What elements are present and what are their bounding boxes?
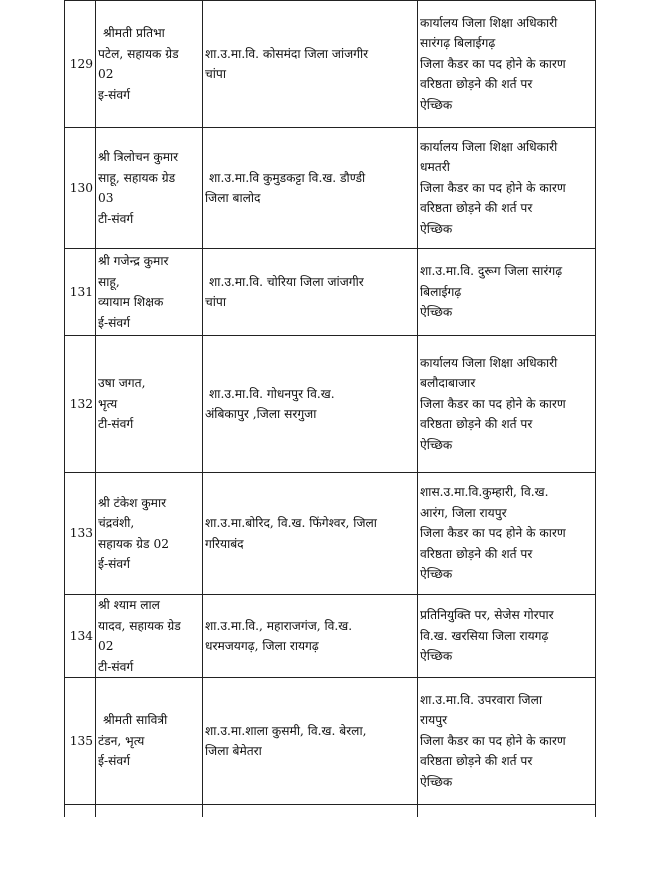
- new-posting-line: जिला कैडर का पद होने के कारण: [420, 733, 566, 748]
- current-posting-line: शा.उ.मा.वि. चोरिया जिला जांजगीर: [209, 274, 364, 289]
- table-row: [65, 249, 596, 336]
- name-line: श्रीमती प्रतिभा: [103, 26, 165, 40]
- employee-name-cell: [96, 336, 203, 473]
- serial-number: 131: [65, 249, 96, 336]
- employee-name-cell: [96, 678, 203, 805]
- table-row: [65, 336, 596, 473]
- current-posting-line: चांपा: [205, 295, 226, 309]
- new-posting-line: ऐच्छिक: [420, 305, 453, 320]
- new-posting-line: कार्यालय जिला शिक्षा अधिकारी: [420, 15, 558, 30]
- new-posting-line: वरिष्ठता छोड़ने की शर्त पर: [420, 546, 533, 561]
- table-row: [65, 678, 596, 805]
- current-posting-line: शा.उ.मा.बोरिद, वि.ख. फिंगेश्वर, जिला: [205, 516, 377, 530]
- name-line: टी-संवर्ग: [98, 417, 134, 432]
- current-posting-cell: [203, 678, 418, 805]
- new-posting-line: जिला कैडर का पद होने के कारण: [420, 396, 566, 411]
- serial-number: 134: [65, 595, 96, 678]
- new-posting-line: जिला कैडर का पद होने के कारण: [420, 526, 566, 541]
- serial-number: 129: [65, 1, 96, 128]
- new-posting-line: ऐच्छिक: [420, 437, 453, 452]
- new-posting-cell: [418, 678, 596, 805]
- name-line: व्यायाम शिक्षक: [98, 295, 164, 309]
- new-posting-line: ऐच्छिक: [420, 567, 453, 582]
- empty-cell: [203, 805, 418, 818]
- serial-number: 135: [65, 678, 96, 805]
- name-line: श्रीमती सावित्री: [103, 713, 168, 728]
- employee-name-cell: [96, 128, 203, 249]
- new-posting-cell: [418, 336, 596, 473]
- serial-number: 132: [65, 336, 96, 473]
- name-line: साहू, सहायक ग्रेड: [98, 170, 176, 185]
- name-line: उषा जगत,: [98, 376, 146, 391]
- serial-number: 133: [65, 473, 96, 595]
- new-posting-cell: [418, 249, 596, 336]
- name-line: चंद्रवंशी,: [98, 516, 135, 530]
- name-line: यादव, सहायक ग्रेड: [98, 618, 181, 633]
- current-posting-line: शा.उ.मा.वि., महाराजगंज, वि.ख.: [205, 618, 353, 633]
- current-posting-line: धरमजयगढ़, जिला रायगढ़: [205, 639, 319, 653]
- name-line: टी-संवर्ग: [98, 211, 134, 226]
- table-row-partial: [65, 805, 596, 818]
- employee-name-cell: [96, 249, 203, 336]
- current-posting-line: गरियाबंद: [205, 536, 244, 551]
- new-posting-line: कार्यालय जिला शिक्षा अधिकारी: [420, 355, 558, 370]
- empty-cell: [65, 805, 96, 818]
- new-posting-line: प्रतिनियुक्ति पर, सेजेस गोरपार: [420, 608, 554, 623]
- new-posting-line: आरंग, जिला रायपुर: [420, 505, 507, 520]
- new-posting-line: शा.उ.मा.वि. उपरवारा जिला: [420, 692, 543, 707]
- new-posting-line: कार्यालय जिला शिक्षा अधिकारी: [420, 139, 558, 154]
- current-posting-line: शा.उ.मा.वि कुमुडकट्टा वि.ख. डौण्डी: [209, 170, 366, 185]
- current-posting-line: शा.उ.मा.वि. कोसमंदा जिला जांजगीर: [205, 46, 369, 61]
- new-posting-cell: [418, 128, 596, 249]
- name-line: भृत्य: [98, 396, 118, 411]
- current-posting-cell: [203, 1, 418, 128]
- new-posting-line: जिला कैडर का पद होने के कारण: [420, 56, 566, 71]
- current-posting-cell: [203, 473, 418, 595]
- new-posting-line: बलौदाबाजार: [420, 376, 476, 391]
- current-posting-line: अंबिकापुर ,जिला सरगुजा: [205, 407, 317, 421]
- name-line: साहू,: [98, 274, 120, 289]
- name-line: 02: [98, 639, 114, 653]
- name-line: सहायक ग्रेड 02: [98, 536, 169, 551]
- new-posting-line: ऐच्छिक: [420, 221, 453, 236]
- empty-cell: [96, 805, 203, 818]
- new-posting-cell: [418, 473, 596, 595]
- transfer-table: [64, 0, 596, 817]
- new-posting-line: ऐच्छिक: [420, 97, 453, 112]
- table-row: [65, 1, 596, 128]
- current-posting-line: जिला बालोद: [205, 191, 261, 205]
- current-posting-cell: [203, 595, 418, 678]
- current-posting-cell: [203, 336, 418, 473]
- current-posting-line: शा.उ.मा.शाला कुसमी, वि.ख. बेरला,: [205, 723, 367, 738]
- name-line: ई-संवर्ग: [98, 557, 130, 571]
- new-posting-line: वि.ख. खरसिया जिला रायगढ़: [420, 628, 549, 643]
- name-line: टी-संवर्ग: [98, 659, 134, 674]
- new-posting-line: वरिष्ठता छोड़ने की शर्त पर: [420, 417, 533, 432]
- name-line: श्री त्रिलोचन कुमार: [98, 150, 179, 164]
- table-row: [65, 128, 596, 249]
- new-posting-line: बिलाईगढ़: [420, 284, 462, 299]
- name-line: श्री टंकेश कुमार: [98, 495, 167, 510]
- current-posting-line: जिला बेमेतरा: [205, 744, 262, 758]
- current-posting-cell: [203, 249, 418, 336]
- name-line: ई-संवर्ग: [98, 315, 130, 330]
- name-line: 03: [98, 191, 114, 205]
- name-line: 02: [98, 67, 114, 81]
- new-posting-line: शास.उ.मा.वि.कुम्हारी, वि.ख.: [420, 485, 549, 500]
- new-posting-line: ऐच्छिक: [420, 774, 453, 789]
- current-posting-line: शा.उ.मा.वि. गोधनपुर वि.ख.: [209, 386, 335, 401]
- current-posting-cell: [203, 128, 418, 249]
- serial-number: 130: [65, 128, 96, 249]
- new-posting-line: जिला कैडर का पद होने के कारण: [420, 180, 566, 195]
- name-line: इ-संवर्ग: [98, 87, 130, 102]
- new-posting-line: शा.उ.मा.वि. दुरूग जिला सारंगढ़: [420, 264, 563, 279]
- table-row: [65, 473, 596, 595]
- name-line: टंडन, भृत्य: [98, 733, 145, 748]
- new-posting-line: वरिष्ठता छोड़ने की शर्त पर: [420, 201, 533, 216]
- name-line: श्री गजेन्द्र कुमार: [98, 254, 169, 268]
- new-posting-line: रायपुर: [420, 713, 448, 728]
- new-posting-line: वरिष्ठता छोड़ने की शर्त पर: [420, 754, 533, 769]
- name-line: श्री श्याम लाल: [98, 598, 160, 612]
- table-body: [65, 1, 596, 818]
- new-posting-cell: [418, 1, 596, 128]
- employee-name-cell: [96, 595, 203, 678]
- name-line: ई-संवर्ग: [98, 754, 130, 769]
- new-posting-cell: [418, 595, 596, 678]
- table-row: [65, 595, 596, 678]
- current-posting-line: चांपा: [205, 67, 226, 81]
- new-posting-line: वरिष्ठता छोड़ने की शर्त पर: [420, 77, 533, 92]
- new-posting-line: ऐच्छिक: [420, 649, 453, 664]
- empty-cell: [418, 805, 596, 818]
- name-line: पटेल, सहायक ग्रेड: [98, 46, 179, 61]
- employee-name-cell: [96, 473, 203, 595]
- new-posting-line: सारंगढ़ बिलाईगढ़: [420, 36, 496, 51]
- employee-name-cell: [96, 1, 203, 128]
- new-posting-line: धमतरी: [420, 160, 450, 175]
